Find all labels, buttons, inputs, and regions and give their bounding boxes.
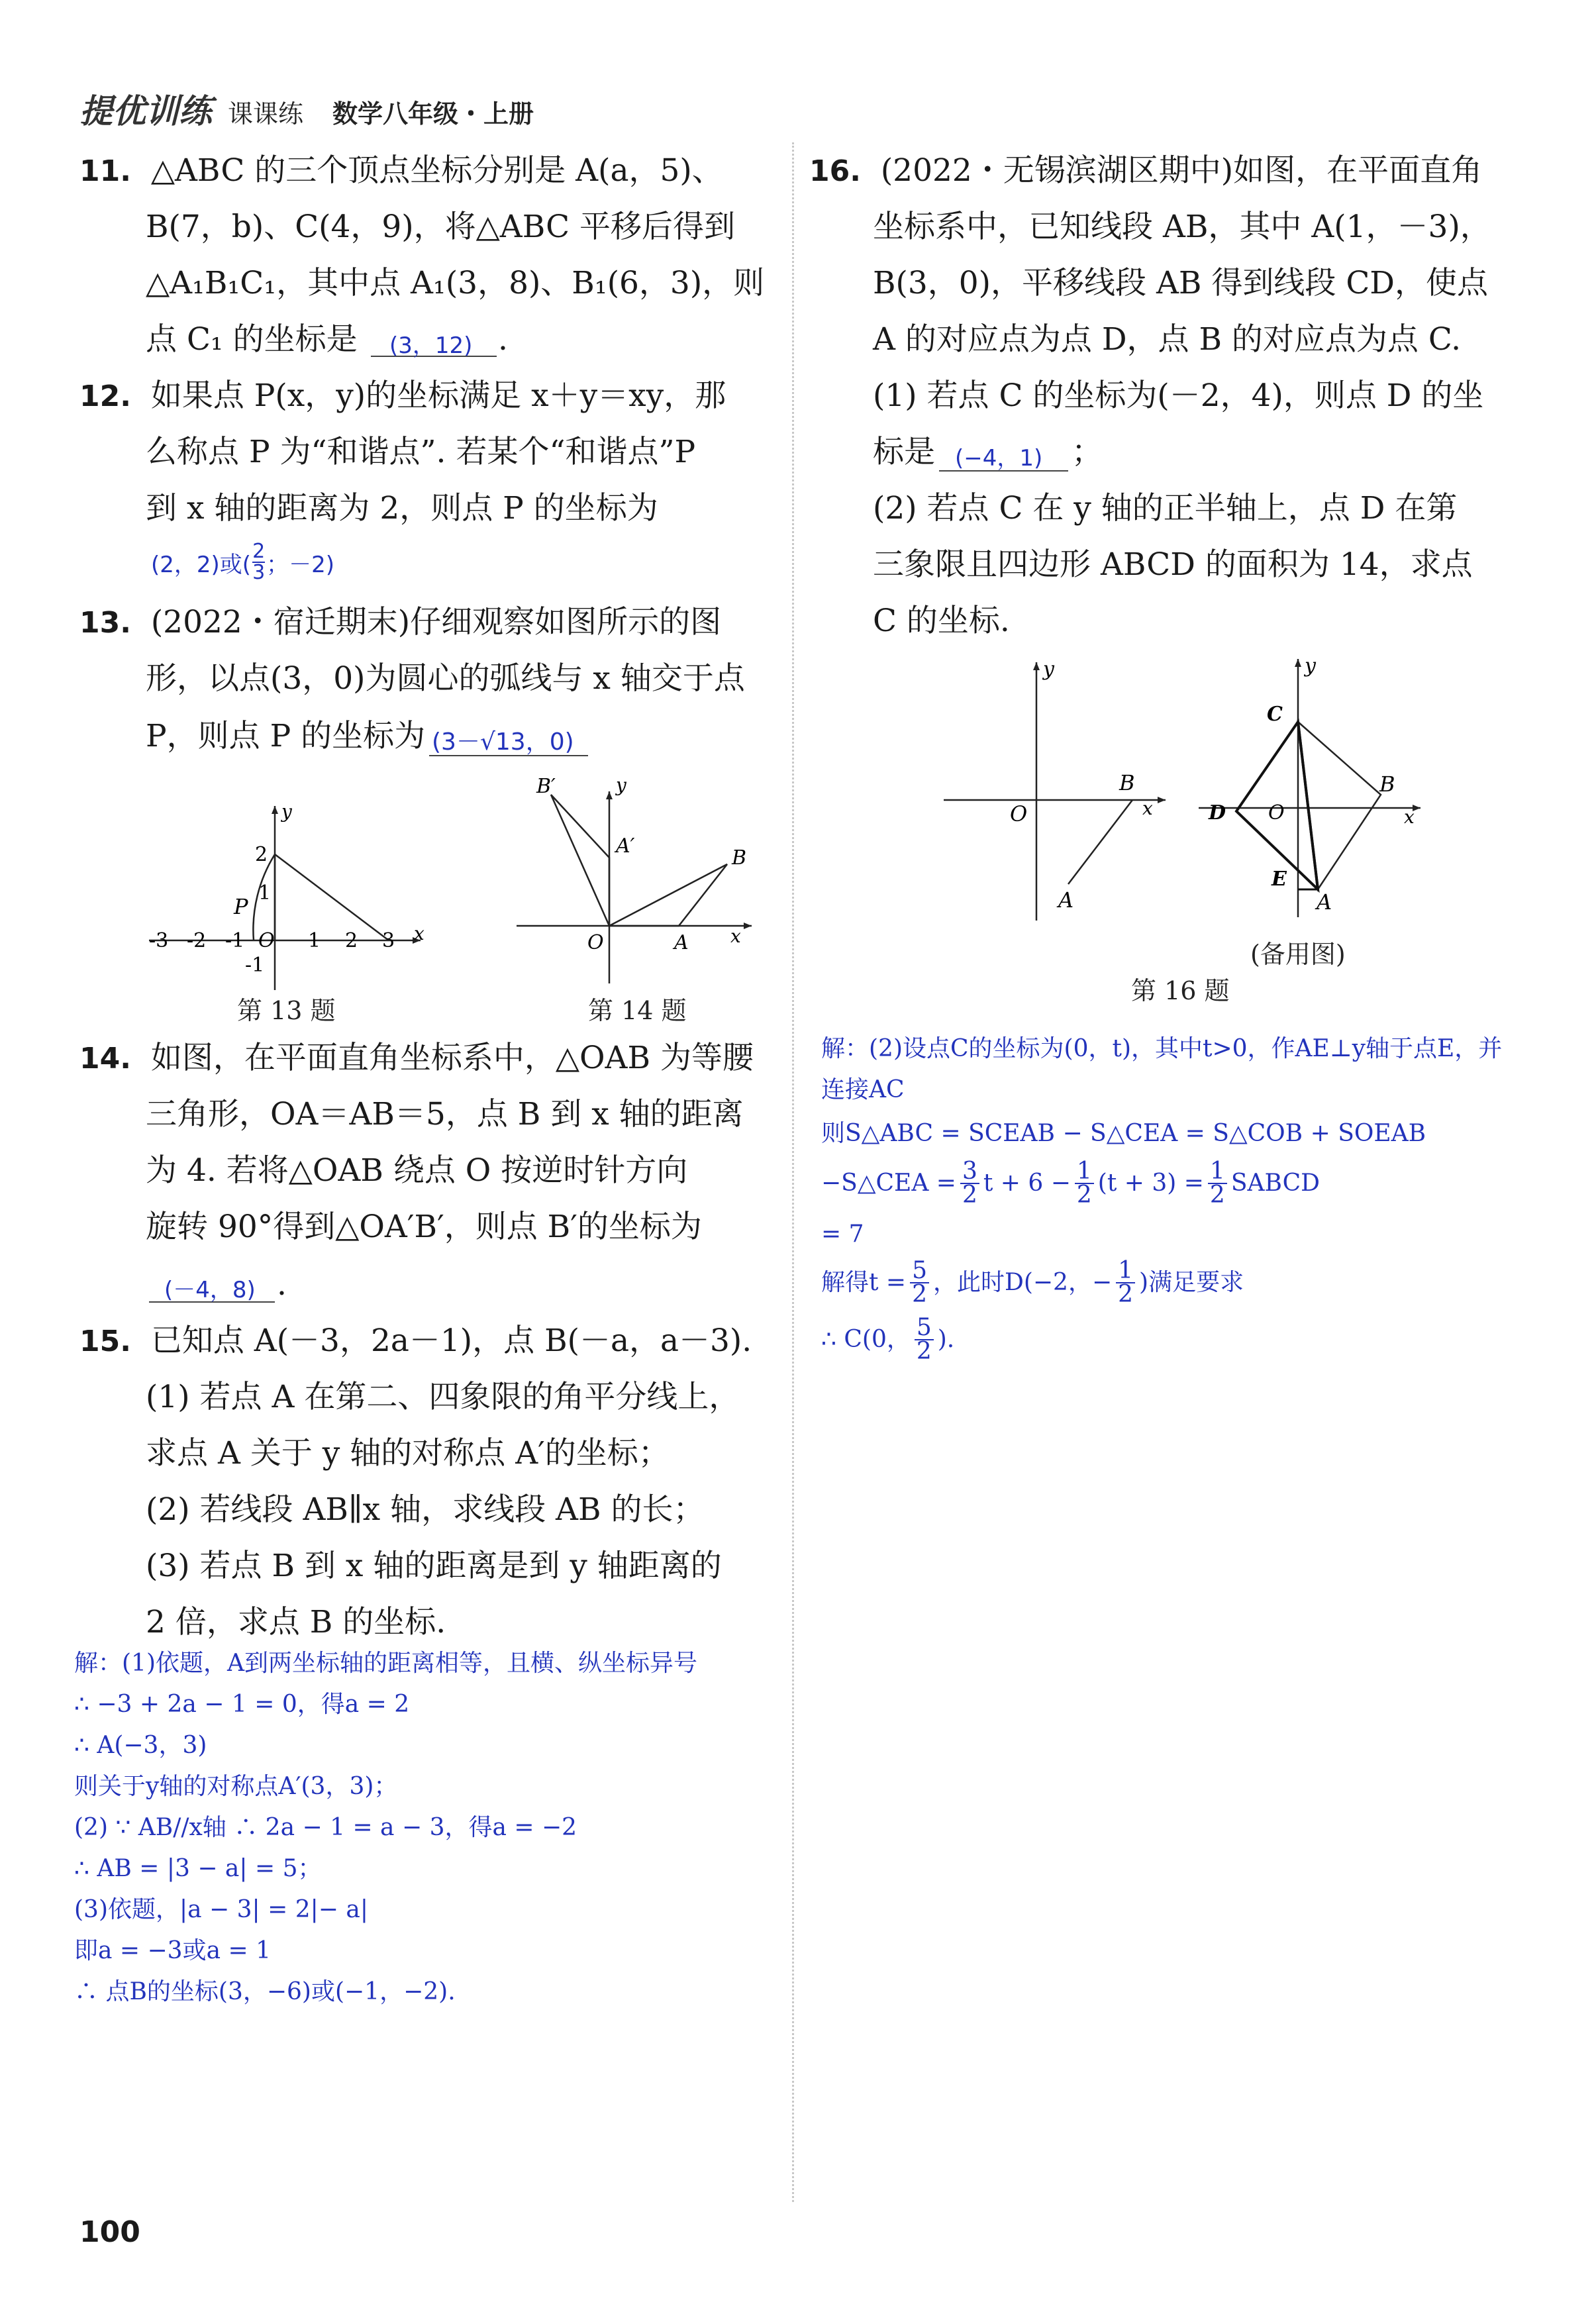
figure-16-spare — [1195, 652, 1440, 924]
fraction-denominator: 2 — [1209, 1181, 1225, 1209]
q12-answer-fraction — [252, 542, 265, 583]
solution-text: 解得t = — [821, 1269, 907, 1296]
fraction — [960, 1160, 979, 1207]
fraction-denominator: 2 — [1076, 1181, 1092, 1209]
fraction-denominator: 2 — [962, 1181, 977, 1209]
y-axis-label: y — [1043, 658, 1054, 681]
question-number: 14. — [79, 1042, 131, 1076]
y-axis-label: y — [616, 774, 626, 796]
figure-14 — [513, 772, 762, 990]
q16-line-2: 坐标系中，已知线段 AB，其中 A(1，－3)， — [873, 209, 1491, 245]
question-number: 12. — [79, 379, 131, 413]
q16-answer: (−4，1) — [955, 445, 1043, 472]
q11-line-3: △A₁B₁C₁，其中点 A₁(3，8)、B₁(6，3)，则 — [146, 265, 765, 301]
q12-answer-a: (2，2)或( — [151, 551, 252, 578]
point-label: B — [732, 846, 747, 870]
brand-logo: 提优训练 — [79, 92, 212, 130]
solution-text: )满足要求 — [1139, 1269, 1244, 1296]
fraction — [910, 1257, 929, 1308]
fraction-numerator: 1 — [1116, 1260, 1135, 1283]
figure-16-main — [940, 656, 1179, 927]
tick-label: -2 — [187, 929, 207, 952]
q12-line-3: 到 x 轴的距离为 2，则点 P 的坐标为 — [146, 490, 658, 526]
point-label: A — [1317, 889, 1332, 915]
x-axis-label: x — [414, 923, 424, 944]
solution-line: (3)依题，|a − 3| = 2|− a| — [74, 1896, 368, 1923]
solution-line: (2) ∵ AB//x轴 ∴ 2a − 1 = a − 3，得a = −2 — [74, 1814, 577, 1841]
q13-line-2: 形，以点(3，0)为圆心的弧线与 x 轴交于点 — [146, 660, 745, 697]
subject-title: 数学八年级・上册 — [332, 99, 534, 128]
x-axis-label: x — [730, 925, 741, 947]
fraction-numerator: 5 — [910, 1260, 929, 1283]
question-number: 15. — [79, 1325, 131, 1358]
solution-line — [821, 1257, 1244, 1308]
point-label: C — [1267, 703, 1283, 726]
question-number: 13. — [79, 606, 131, 640]
point-label: E — [1272, 868, 1287, 891]
q15-line-2: (1) 若点 A 在第二、四象限的角平分线上， — [146, 1379, 740, 1415]
q16-line-9: C 的坐标. — [873, 603, 1010, 639]
q12-answer — [151, 542, 334, 583]
q16-line-8: 三象限且四边形 ABCD 的面积为 14，求点 — [873, 546, 1473, 583]
q16-line-7: (2) 若点 C 在 y 轴的正半轴上，点 D 在第 — [873, 490, 1458, 526]
q14-answer: (－4，8) — [164, 1277, 256, 1303]
point-label: A — [674, 931, 689, 954]
solution-line — [821, 1314, 955, 1365]
fraction-numerator: 5 — [915, 1317, 934, 1340]
q16-line-1: (2022・无锡滨湖区期中)如图，在平面直角 — [880, 152, 1483, 189]
q12-line-1: 如果点 P(x，y)的坐标满足 x＋y＝xy，那 — [150, 377, 726, 414]
figure-13-caption: 第 13 题 — [237, 996, 336, 1025]
solution-text: (t + 3) = — [1097, 1170, 1204, 1197]
q13-line-3: P，则点 P 的坐标为 — [146, 718, 426, 754]
q11-tail: . — [498, 321, 508, 358]
q11-line-2: B(7，b)、C(4，9)，将△ABC 平移后得到 — [146, 209, 736, 245]
solution-line: = 7 — [821, 1221, 864, 1248]
solution-line: 则S△ABC = SCEAB − S△CEA = S△COB + SOEAB — [821, 1120, 1426, 1147]
solution-text: −S△CEA = — [821, 1170, 956, 1197]
q14-tail: . — [277, 1266, 287, 1303]
point-label: P — [234, 894, 248, 919]
fraction — [1208, 1160, 1227, 1207]
q15-line-3: 求点 A 关于 y 轴的对称点 A′的坐标； — [146, 1435, 670, 1472]
q12-answer-b: ；－2) — [266, 551, 335, 578]
origin-label: O — [258, 929, 275, 952]
solution-line: ∴ AB = |3 − a| = 5； — [74, 1855, 322, 1882]
x-axis-label: x — [1404, 806, 1415, 828]
solution-text: ∴ C(0， — [821, 1326, 911, 1353]
solution-text: ). — [937, 1326, 955, 1353]
page-number: 100 — [79, 2215, 140, 2249]
tick-label: 2 — [255, 843, 268, 866]
point-label: D — [1209, 801, 1226, 825]
tick-label: 2 — [345, 929, 358, 952]
figure-16-caption: 第 16 题 — [1131, 976, 1230, 1005]
fraction-denominator: 2 — [916, 1338, 932, 1365]
q14-line-3: 为 4. 若将△OAB 绕点 O 按逆时针方向 — [146, 1152, 688, 1189]
point-label: B — [1119, 770, 1135, 795]
q16-line-6: 标是 — [873, 434, 935, 470]
x-axis-label: x — [1142, 797, 1153, 819]
q13-line-1: (2022・宿迁期末)仔细观察如图所示的图 — [150, 604, 722, 640]
question-number: 16. — [809, 154, 861, 188]
q13-answer: (3－√13，0) — [432, 728, 574, 756]
y-axis-label: y — [1305, 654, 1316, 677]
q15-line-4: (2) 若线段 AB∥x 轴，求线段 AB 的长； — [146, 1491, 705, 1528]
tick-label: 3 — [382, 929, 395, 952]
solution-line: 解：(2)设点C的坐标为(0，t)，其中t>0，作AE⊥y轴于点E，并 — [821, 1035, 1503, 1062]
tick-label: -3 — [149, 929, 169, 952]
point-label: B — [1379, 772, 1395, 797]
solution-line: 即a = −3或a = 1 — [74, 1937, 272, 1964]
q15-line-6: 2 倍，求点 B 的坐标. — [146, 1604, 446, 1640]
q16-line-3: B(3，0)，平移线段 AB 得到线段 CD，使点 — [873, 265, 1488, 301]
fraction-numerator: 3 — [960, 1160, 979, 1184]
solution-line — [821, 1160, 1320, 1207]
fraction — [1075, 1160, 1094, 1207]
solution-line: 连接AC — [821, 1076, 905, 1103]
q15-line-1: 已知点 A(－3，2a－1)，点 B(－a，a－3). — [150, 1323, 752, 1359]
figure-16-sub-caption: (备用图) — [1250, 940, 1346, 969]
question-number: 11. — [79, 154, 131, 188]
fraction — [1116, 1257, 1135, 1308]
solution-line: ∴ A(−3，3) — [74, 1732, 207, 1759]
solution-line: 则关于y轴的对称点A′(3，3)； — [74, 1773, 398, 1800]
solution-text: SABCD — [1230, 1170, 1321, 1197]
tick-label: -1 — [245, 954, 265, 977]
fraction-denominator: 2 — [1118, 1281, 1134, 1308]
fraction-numerator: 1 — [1075, 1160, 1094, 1184]
tick-label: 1 — [308, 929, 321, 952]
q14-line-1: 如图，在平面直角坐标系中，△OAB 为等腰 — [150, 1040, 754, 1076]
q16-tail: ； — [1072, 434, 1103, 470]
q12-line-2: 么称点 P 为“和谐点”. 若某个“和谐点”P — [146, 434, 696, 470]
solution-text: ，此时D(−2，− — [932, 1269, 1113, 1296]
fraction-numerator: 2 — [252, 540, 266, 563]
origin-label: O — [1268, 801, 1285, 825]
point-label: B′ — [536, 775, 556, 798]
page-header — [79, 85, 534, 132]
q11-line-4: 点 C₁ 的坐标是 — [146, 321, 358, 358]
q16-line-5: (1) 若点 C 的坐标为(－2，4)，则点 D 的坐 — [873, 377, 1484, 414]
figure-13 — [149, 798, 427, 990]
q16-line-4: A 的对应点为点 D，点 B 的对应点为点 C. — [873, 321, 1462, 358]
q11-line-1: △ABC 的三个顶点坐标分别是 A(a，5)、 — [150, 152, 723, 189]
q11-answer: (3，12) — [389, 332, 473, 359]
tick-label: 1 — [258, 881, 272, 905]
q14-line-4: 旋转 90°得到△OA′B′，则点 B′的坐标为 — [146, 1209, 702, 1245]
q15-line-5: (3) 若点 B 到 x 轴的距离是到 y 轴距离的 — [146, 1548, 722, 1584]
series-name: 课课练 — [228, 99, 304, 128]
solution-line: ∴ 点B的坐标(3，−6)或(−1，−2). — [74, 1978, 456, 2005]
point-label: A — [1058, 887, 1074, 913]
solution-line: 解：(1)依题，A到两坐标轴的距离相等，且横、纵坐标异号 — [74, 1650, 697, 1677]
q14-line-2: 三角形，OA＝AB＝5，点 B 到 x 轴的距离 — [146, 1096, 744, 1132]
solution-line: ∴ −3 + 2a − 1 = 0，得a = 2 — [74, 1691, 410, 1718]
origin-label: O — [587, 931, 604, 954]
tick-label: -1 — [225, 929, 245, 952]
point-label: A′ — [616, 834, 635, 858]
y-axis-label: y — [281, 801, 292, 823]
fraction-numerator: 1 — [1208, 1160, 1227, 1184]
fraction-denominator: 3 — [252, 561, 266, 584]
fraction-denominator: 2 — [912, 1281, 927, 1308]
fraction — [915, 1314, 934, 1365]
column-divider — [792, 142, 794, 2202]
origin-label: O — [1010, 801, 1028, 826]
solution-text: t + 6 − — [983, 1170, 1071, 1197]
figure-14-caption: 第 14 题 — [588, 996, 687, 1025]
